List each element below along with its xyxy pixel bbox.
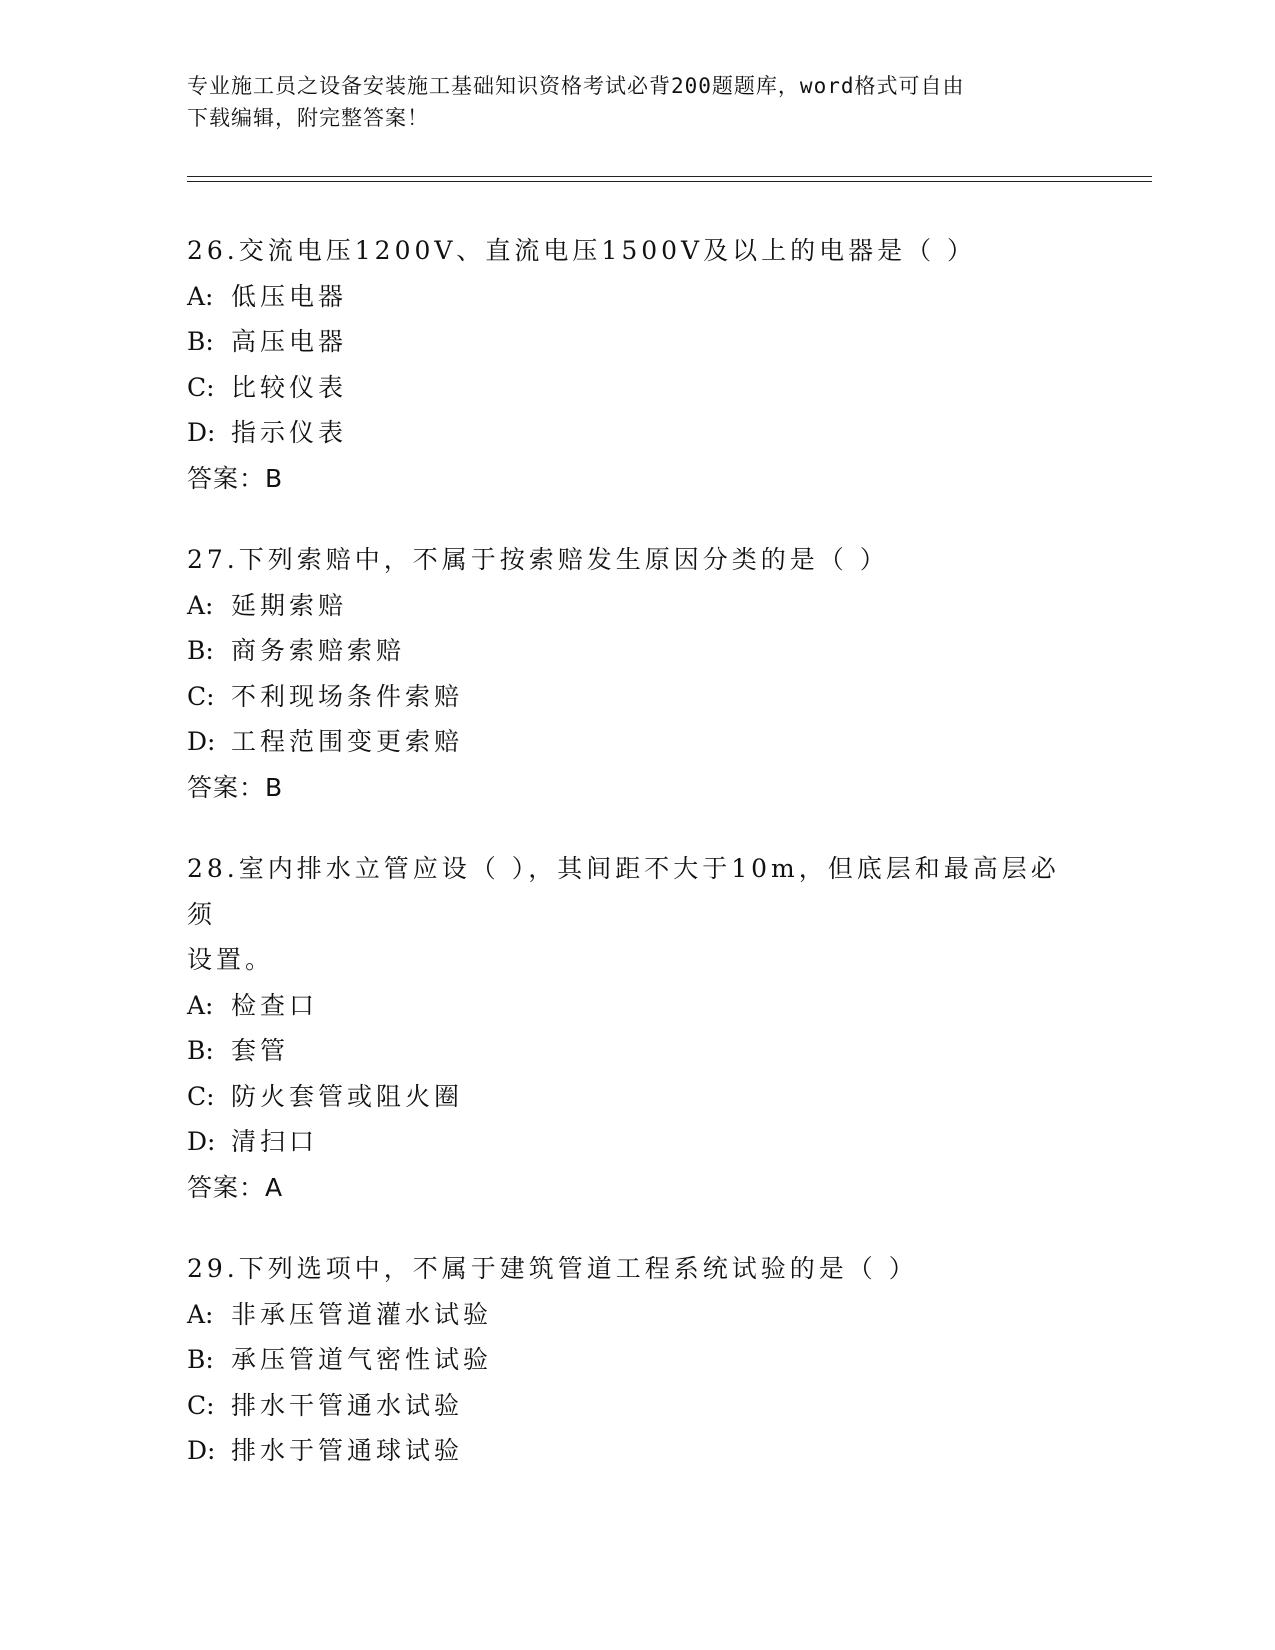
option-key: A: — [187, 990, 214, 1020]
option-text: 排水干管通水试验 — [231, 1390, 464, 1420]
question-26 — [187, 228, 1087, 501]
option-b — [187, 1337, 1087, 1383]
option-key: C: — [187, 372, 215, 402]
option-b — [187, 1028, 1087, 1074]
header-divider-top — [187, 176, 1152, 177]
option-text: 商务索赔索赔 — [231, 636, 406, 665]
option-key: C: — [187, 1081, 215, 1111]
option-d — [187, 1119, 1087, 1165]
option-key: B: — [187, 1345, 214, 1374]
option-key: D: — [187, 1436, 216, 1465]
option-a — [187, 274, 1087, 320]
option-text: 不利现场条件索赔 — [231, 681, 464, 711]
question-27 — [187, 537, 1087, 810]
answer-line: 答案：A — [187, 1172, 284, 1202]
option-text: 清扫口 — [231, 1127, 319, 1156]
option-key: C: — [187, 681, 215, 711]
option-key: B: — [187, 1036, 214, 1065]
option-text: 防火套管或阻火圈 — [231, 1081, 464, 1111]
option-text: 检查口 — [231, 990, 319, 1020]
header-line-1: 专业施工员之设备安装施工基础知识资格考试必背200题题库，word格式可自由 — [187, 74, 965, 98]
option-c — [187, 1074, 1087, 1120]
document-header — [187, 70, 1067, 134]
header-line-2: 下载编辑，附完整答案！ — [187, 106, 429, 130]
question-29 — [187, 1246, 1087, 1474]
answer-line: 答案：B — [187, 463, 284, 493]
option-text: 高压电器 — [231, 327, 348, 356]
question-stem-line-2: 设置。 — [187, 945, 275, 974]
option-key: A: — [187, 590, 214, 620]
option-text: 套管 — [231, 1036, 290, 1065]
option-text: 非承压管道灌水试验 — [231, 1299, 493, 1329]
option-b — [187, 628, 1087, 674]
option-d — [187, 1428, 1087, 1474]
question-stem: 29.下列选项中，不属于建筑管道工程系统试验的是（ ） — [187, 1254, 918, 1283]
option-text: 比较仪表 — [231, 372, 348, 402]
option-key: B: — [187, 636, 214, 665]
option-text: 工程范围变更索赔 — [231, 727, 464, 756]
option-key: A: — [187, 1299, 214, 1329]
question-stem: 27.下列索赔中，不属于按索赔发生原因分类的是（ ） — [187, 545, 889, 574]
option-key: C: — [187, 1390, 215, 1420]
option-c — [187, 674, 1087, 720]
option-key: A: — [187, 281, 214, 311]
option-a — [187, 1292, 1087, 1338]
option-b — [187, 319, 1087, 365]
option-text: 低压电器 — [231, 281, 348, 311]
option-c — [187, 365, 1087, 411]
option-a — [187, 583, 1087, 629]
question-stem-line-1: 28.室内排水立管应设（ ），其间距不大于10m，但底层和最高层必须 — [187, 854, 1060, 929]
question-28 — [187, 846, 1087, 1210]
option-a — [187, 983, 1087, 1029]
question-stem: 26.交流电压1200V、直流电压1500V及以上的电器是（ ） — [187, 236, 977, 265]
option-text: 排水于管通球试验 — [231, 1436, 464, 1465]
header-divider-bottom — [187, 181, 1152, 182]
option-text: 指示仪表 — [231, 418, 348, 447]
option-text: 承压管道气密性试验 — [231, 1345, 493, 1374]
option-d — [187, 410, 1087, 456]
option-d — [187, 719, 1087, 765]
option-text: 延期索赔 — [231, 590, 348, 620]
option-key: B: — [187, 327, 214, 356]
question-list — [187, 228, 1087, 1510]
option-key: D: — [187, 1127, 216, 1156]
answer-line: 答案：B — [187, 772, 284, 802]
option-key: D: — [187, 418, 216, 447]
option-key: D: — [187, 727, 216, 756]
option-c — [187, 1383, 1087, 1429]
